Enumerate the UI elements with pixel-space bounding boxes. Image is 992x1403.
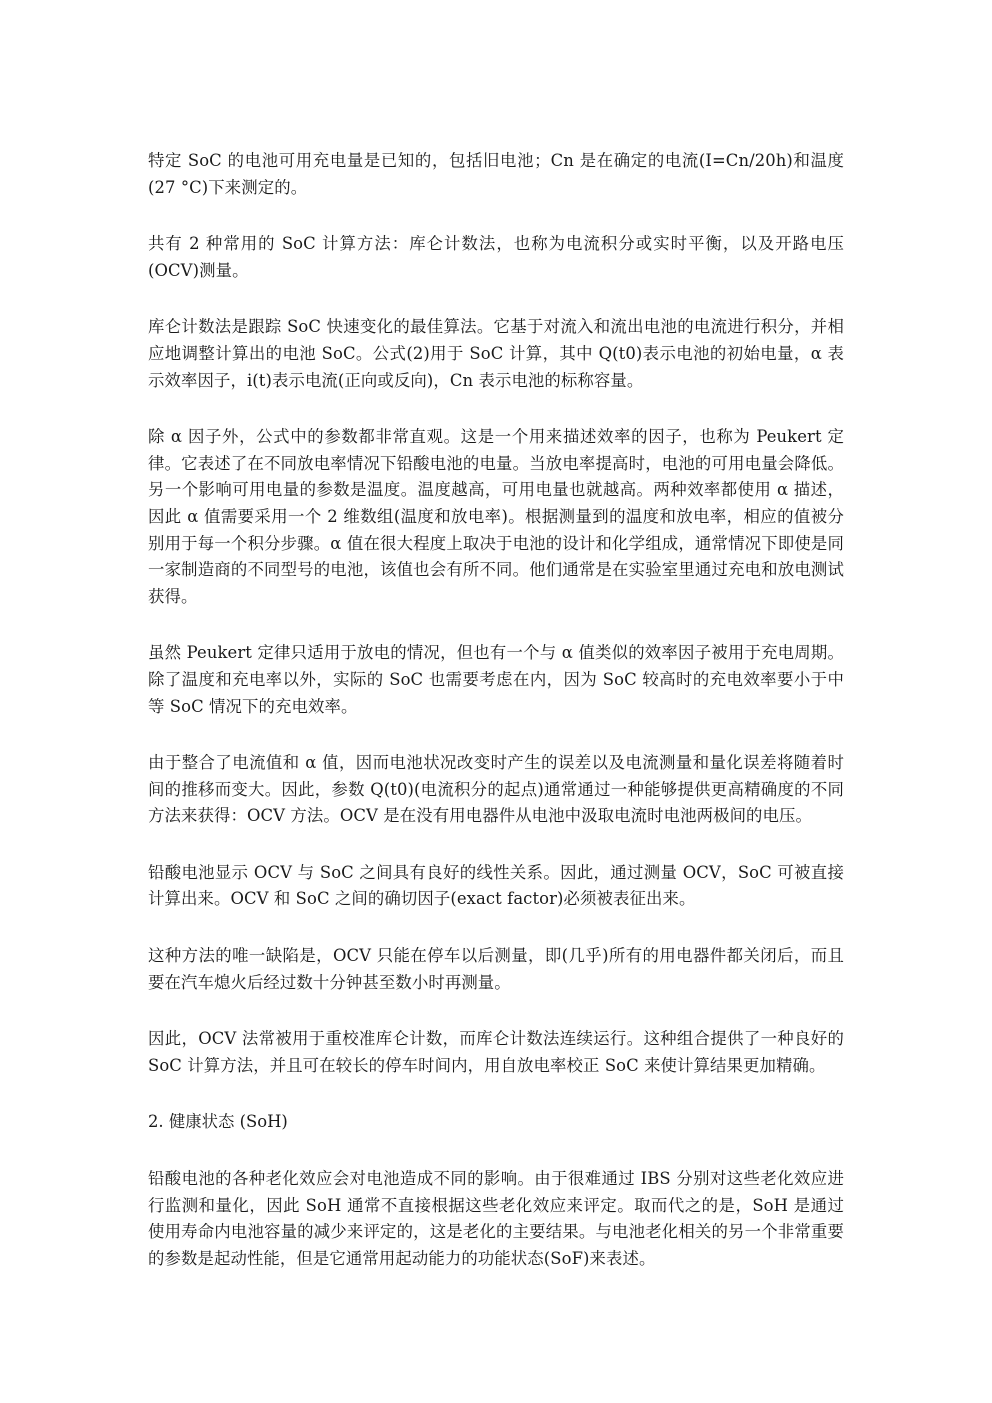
paragraph-error-accumulation: 由于整合了电流值和 α 值，因而电池状况改变时产生的误差以及电流测量和量化误差将随着时间的推移而变大。因此，参数 Q(t0)(电流积分的起点)通常通过一种能够提供更高精确度的不同方法来获得：OCV 方法。OCV 是在没有用电器件从电池中汲取电流时电池两极间的电压。	[148, 753, 844, 826]
document-page	[148, 148, 844, 1302]
paragraph-peukert-charge: 虽然 Peukert 定律只适用于放电的情况，但也有一个与 α 值类似的效率因子被用于充电周期。除了温度和充电率以外，实际的 SoC 也需要考虑在内，因为 SoC 较高时的充电效率要小于中等 SoC 情况下的充电效率。	[148, 643, 844, 716]
paragraph-soc-methods: 共有 2 种常用的 SoC 计算方法：库仑计数法，也称为电流积分或实时平衡，以及开路电压(OCV)测量。	[148, 234, 844, 280]
paragraph-combination: 因此，OCV 法常被用于重校准库仑计数，而库仑计数法连续运行。这种组合提供了一种良好的 SoC 计算方法，并且可在较长的停车时间内，用自放电率校正 SoC 来使计算结果更加精确。	[148, 1029, 844, 1075]
paragraph-ocv-linear: 铅酸电池显示 OCV 与 SoC 之间具有良好的线性关系。因此，通过测量 OCV，SoC 可被直接计算出来。OCV 和 SoC 之间的确切因子(exact factor)必须被表征出来。	[148, 862, 844, 909]
paragraph-coulomb-counting: 库仑计数法是跟踪 SoC 快速变化的最佳算法。它基于对流入和流出电池的电流进行积分，并相应地调整计算出的电池 SoC。公式(2)用于 SoC 计算，其中 Q(t0)表示电池的初始电量，α 表示效率因子，i(t)表示电流(正向或反向)，Cn 表示电池的标称容量。	[148, 317, 844, 390]
paragraph-alpha-factor: 除 α 因子外，公式中的参数都非常直观。这是一个用来描述效率的因子，也称为 Peukert 定律。它表述了在不同放电率情况下铅酸电池的电量。当放电率提高时，电池的可用电量会降低。另一个影响可用电量的参数是温度。温度越高，可用电量也就越高。两种效率都使用 α 描述，因此 α 值需要采用一个 2 维数组(温度和放电率)。根据测量到的温度和放电率，相应的值被分别用于每一个积分步骤。α 值在很大程度上取决于电池的设计和化学组成，通常情况下即使是同一家制造商的不同型号的电池，该值也会有所不同。他们通常是在实验室里通过充电和放电测试获得。	[148, 427, 844, 606]
paragraph-ocv-drawback: 这种方法的唯一缺陷是，OCV 只能在停车以后测量，即(几乎)所有的用电器件都关闭后，而且要在汽车熄火后经过数十分钟甚至数小时再测量。	[148, 946, 844, 992]
paragraph-soh: 铅酸电池的各种老化效应会对电池造成不同的影响。由于很难通过 IBS 分别对这些老化效应进行监测和量化，因此 SoH 通常不直接根据这些老化效应来评定。取而代之的是，SoH 是通过使用寿命内电池容量的减少来评定的，这是老化的主要结果。与电池老化相关的另一个非常重要的参数是起动性能，但是它通常用起动能力的功能状态(SoF)来表述。	[148, 1169, 844, 1268]
section-heading-soh: 2. 健康状态 (SoH)	[148, 1112, 288, 1132]
paragraph-soc-capacity: 特定 SoC 的电池可用充电量是已知的，包括旧电池；Cn 是在确定的电流(I=Cn/20h)和温度(27 °C)下来测定的。	[148, 151, 844, 197]
